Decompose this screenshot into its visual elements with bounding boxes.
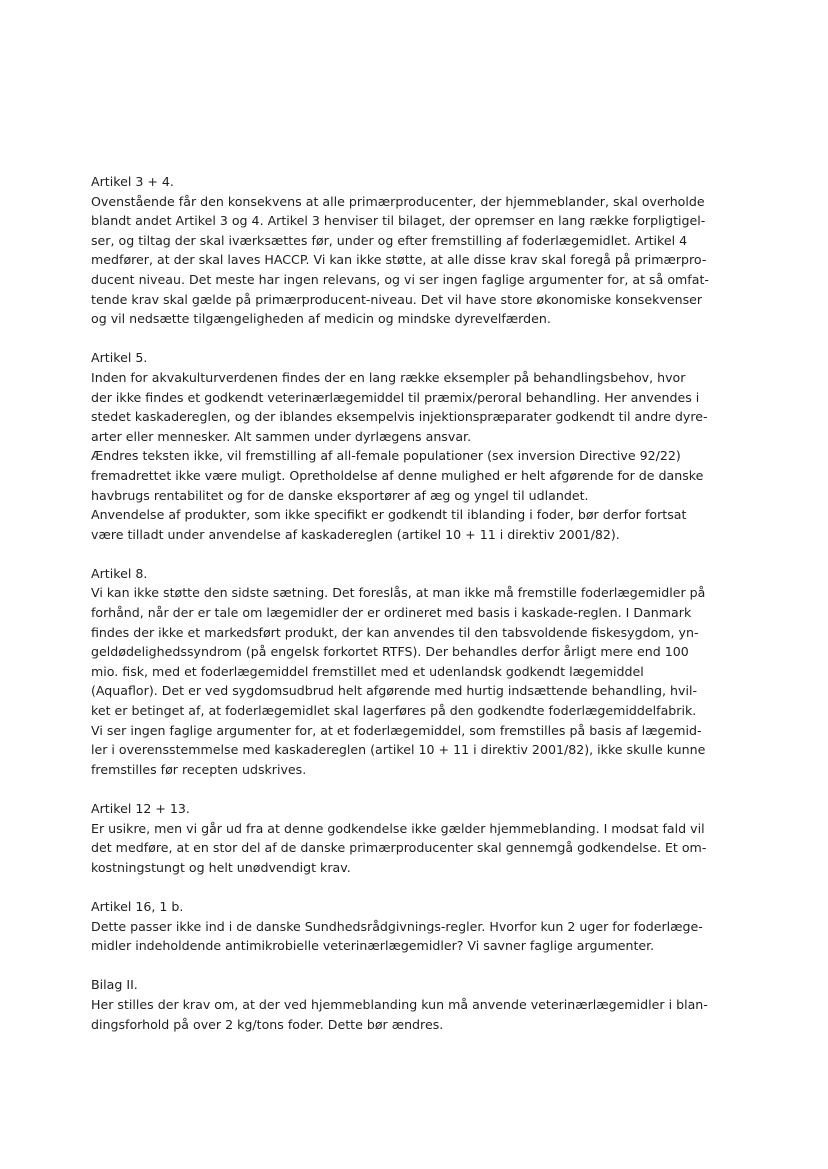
text-line: være tilladt under anvendelse af kaskadereglen (artikel 10 + 11 i direktiv 2001/82). [91,526,620,542]
section-heading: Artikel 8. [91,565,148,581]
text-line: ket er betinget af, at foderlægemidlet skal lagerføres på den godkendte foderlægemiddelfabrik. [91,703,697,719]
text-line: medfører, at der skal laves HACCP. Vi kan ikke støtte, at alle disse krav skal foregå på primærpro- [91,252,707,268]
section-artikel-16-1b [91,897,723,956]
text-line: blandt andet Artikel 3 og 4. Artikel 3 henviser til bilaget, der opremser en lang række forpligtigel- [91,213,706,229]
document-page [91,172,723,1054]
section-heading: Artikel 16, 1 b. [91,898,184,914]
text-line: findes der ikke et markedsført produkt, der kan anvendes til den tabsvoldende fiskesygdom, yn- [91,624,699,640]
text-line: fremstilles før recepten udskrives. [91,761,307,777]
section-heading: Artikel 3 + 4. [91,174,174,189]
text-line: geldødelighedssyndrom (på engelsk forkortet RTFS). Der behandles derfor årligt mere end 100 [91,644,689,660]
section-artikel-3-4 [91,172,723,329]
text-line: (Aquaflor). Det er ved sygdomsudbrud helt afgørende med hurtig indsættende behandling, hvil- [91,683,698,699]
section-heading: Artikel 12 + 13. [91,801,190,816]
text-line: mio. fisk, med et foderlægemiddel fremstillet med et udenlandsk godkendt lægemiddel [91,663,644,679]
text-line: det medføre, at en stor del af de danske primærproducenter skal gennemgå godkendelse. Et om- [91,840,707,856]
section-bilag-ii [91,975,723,1034]
text-line: Anvendelse af produkter, som ikke specifikt er godkendt til iblanding i foder, bør derfor fortsat [91,507,687,523]
section-artikel-8 [91,564,723,780]
text-line: Vi ser ingen faglige argumenter for, at et foderlægemiddel, som fremstilles på basis af lægemid- [91,722,702,738]
text-line: Her stilles der krav om, at der ved hjemmeblanding kun må anvende veterinærlægemidler i blan- [91,996,708,1012]
text-line: kostningstungt og helt unødvendigt krav. [91,859,351,875]
text-line: tende krav skal gælde på primærproducent-niveau. Det vil have store økonomiske konsekvenser [91,291,703,307]
text-line: ducent niveau. Det meste har ingen relevans, og vi ser ingen faglige argumenter for, at så omfat- [91,271,709,287]
text-line: fremadrettet ikke være muligt. Opretholdelse af denne mulighed er helt afgørende for de danske [91,467,704,483]
text-line: midler indeholdende antimikrobielle veterinærlægemidler? Vi savner faglige argumenter. [91,938,655,954]
text-line: ser, og tiltag der skal iværksættes før, under og efter fremstilling af foderlægemidlet. Artikel 4 [91,232,688,248]
text-line: stedet kaskadereglen, og der iblandes eksempelvis injektionspræparater godkendt til andre dyre- [91,409,708,425]
text-line: Vi kan ikke støtte den sidste sætning. Det foreslås, at man ikke må fremstille foderlægemidler på [91,585,706,601]
text-line: Er usikre, men vi går ud fra at denne godkendelse ikke gælder hjemmeblanding. I modsat fald vil [91,820,705,836]
text-line: Ovenstående får den konsekvens at alle primærproducenter, der hjemmeblander, skal overholde [91,193,705,209]
text-line: forhånd, når der er tale om lægemidler der er ordineret med basis i kaskade-reglen. I Danmark [91,605,692,621]
text-line: Inden for akvakulturverdenen findes der en lang række eksempler på behandlingsbehov, hvor [91,369,686,385]
text-line: der ikke findes et godkendt veterinærlægemiddel til præmix/peroral behandling. Her anvendes i [91,389,700,405]
text-line: Ændres teksten ikke, vil fremstilling af all-female populationer (sex inversion Directive 92/22) [91,448,681,464]
section-artikel-12-13 [91,799,723,877]
text-line: Dette passer ikke ind i de danske Sundhedsrådgivnings-regler. Hvorfor kun 2 uger for foderlæge- [91,918,703,934]
text-line: arter eller mennesker. Alt sammen under dyrlægens ansvar. [91,428,472,444]
section-artikel-5 [91,348,723,544]
text-line: og vil nedsætte tilgængeligheden af medicin og mindske dyrevelfærden. [91,311,551,327]
section-heading: Artikel 5. [91,350,148,366]
text-line: ler i overensstemmelse med kaskadereglen (artikel 10 + 11 i direktiv 2001/82), ikke skulle kunne [91,742,706,758]
text-line: havbrugs rentabilitet og for de danske eksportører af æg og yngel til udlandet. [91,487,589,503]
text-line: dingsforhold på over 2 kg/tons foder. Dette bør ændres. [91,1016,444,1032]
section-heading: Bilag II. [91,977,138,993]
